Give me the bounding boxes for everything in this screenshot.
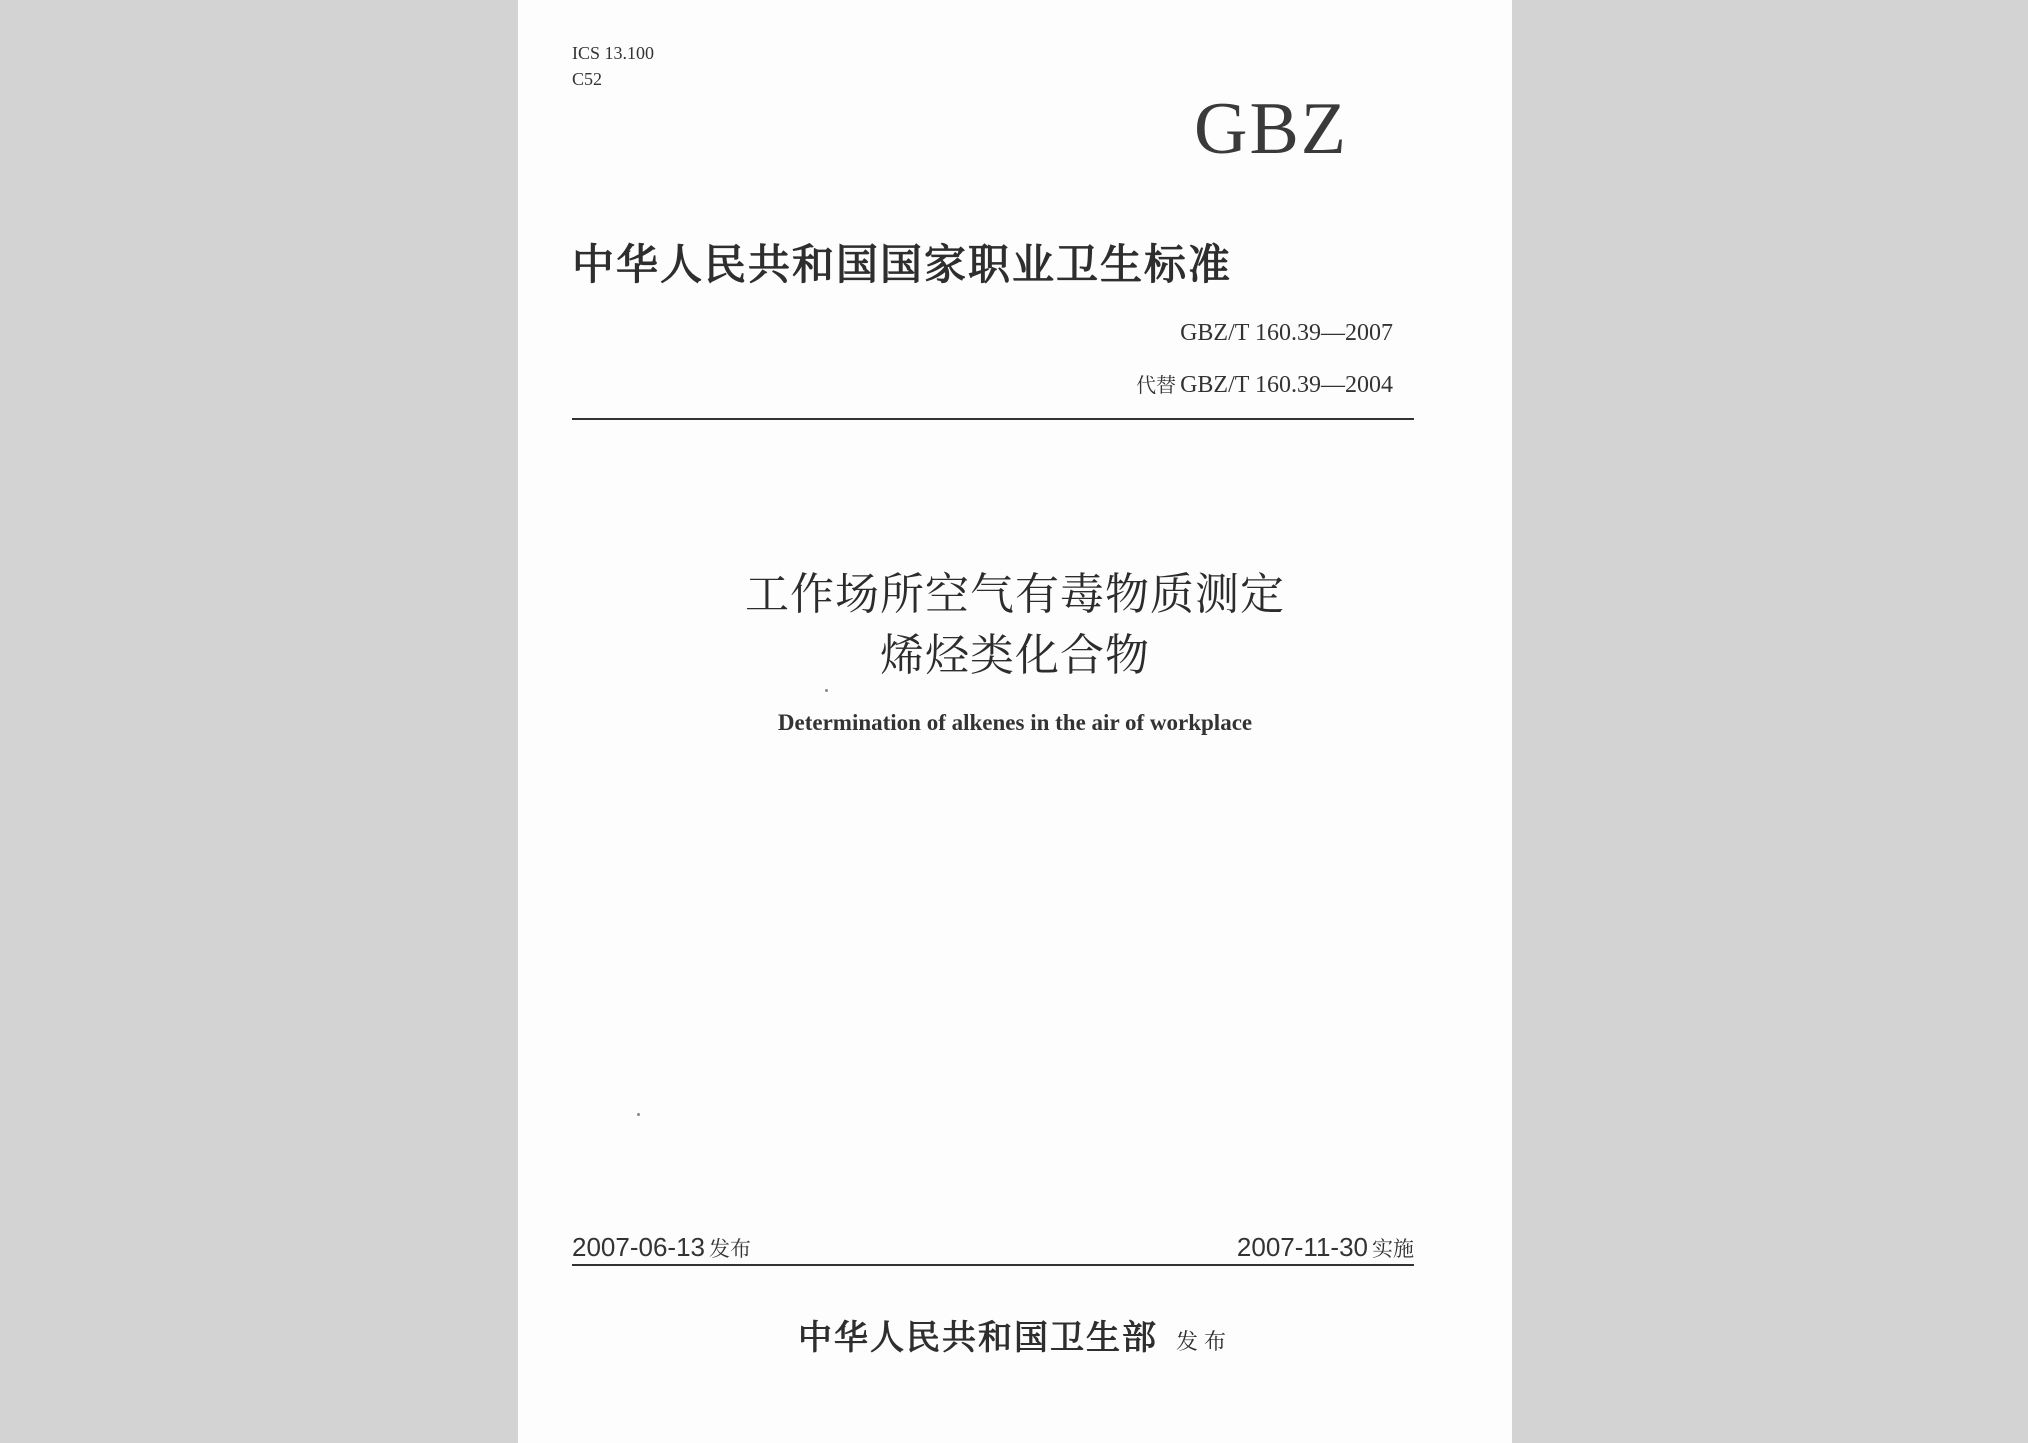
replaces-line xyxy=(1136,369,1393,399)
scan-speck xyxy=(825,689,828,692)
document-page xyxy=(518,0,1512,1443)
issuing-authority xyxy=(518,1310,1512,1359)
header-divider xyxy=(572,418,1414,420)
issuer-action: 发布 xyxy=(1175,1329,1232,1355)
issue-date xyxy=(572,1232,751,1263)
gbz-logo: GBZ xyxy=(1194,88,1348,170)
classification-codes xyxy=(572,40,654,92)
issuer-name: 中华人民共和国卫生部 xyxy=(797,1318,1158,1358)
issue-label: 发布 xyxy=(709,1237,751,1261)
ccs-code: C52 xyxy=(572,69,603,89)
title-line-2: 烯烃类化合物 xyxy=(880,630,1150,681)
standard-number: GBZ/T 160.39—2007 xyxy=(1180,320,1393,346)
footer-divider xyxy=(572,1264,1414,1266)
title-line-1: 工作场所空气有毒物质测定 xyxy=(745,569,1285,620)
scan-speck xyxy=(637,1113,640,1116)
effective-date xyxy=(1237,1232,1414,1263)
issue-date-value: 2007-06-13 xyxy=(572,1232,705,1262)
standard-category: 中华人民共和国国家职业卫生标准 xyxy=(572,240,1233,289)
effective-date-value: 2007-11-30 xyxy=(1236,1232,1368,1262)
english-title: Determination of alkenes in the air of workplace xyxy=(777,710,1253,735)
ics-code: ICS 13.100 xyxy=(572,43,655,63)
replaces-prefix: 代替 xyxy=(1136,373,1177,397)
replaced-standard-number: GBZ/T 160.39—2004 xyxy=(1180,372,1393,398)
effective-label: 实施 xyxy=(1372,1237,1414,1261)
